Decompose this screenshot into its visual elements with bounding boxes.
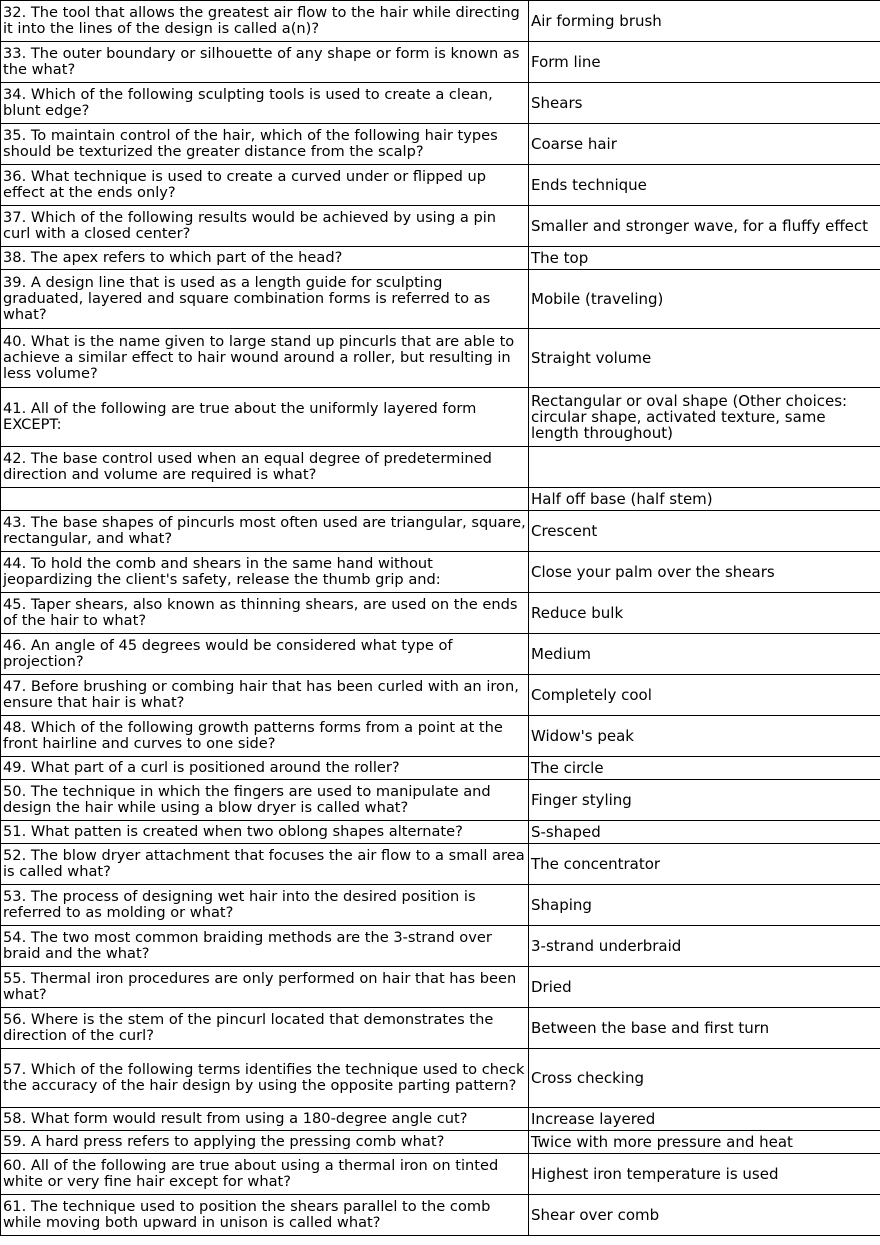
question-cell: 59. A hard press refers to applying the pressing comb what? (1, 1131, 529, 1154)
question-cell: 53. The process of designing wet hair into the desired position is referred to as molding or what? (1, 885, 529, 926)
answer-cell: Widow's peak (529, 716, 880, 757)
answer-cell: Dried (529, 967, 880, 1008)
question-cell: 39. A design line that is used as a length guide for sculpting graduated, layered and square combination forms is referred to as what? (1, 270, 529, 329)
question-cell: 35. To maintain control of the hair, which of the following hair types should be texturized the greater distance from the scalp? (1, 124, 529, 165)
question-cell: 44. To hold the comb and shears in the same hand without jeopardizing the client's safety, release the thumb grip and: (1, 552, 529, 593)
table-row (1, 821, 880, 844)
table-row (1, 124, 880, 165)
question-cell: 52. The blow dryer attachment that focuses the air flow to a small area is called what? (1, 844, 529, 885)
answer-cell: Ends technique (529, 165, 880, 206)
table-row (1, 247, 880, 270)
table-row (1, 885, 880, 926)
question-cell: 58. What form would result from using a 180-degree angle cut? (1, 1108, 529, 1131)
table-row (1, 511, 880, 552)
answer-cell: Shears (529, 83, 880, 124)
question-cell: 50. The technique in which the fingers are used to manipulate and design the hair while using a blow dryer is called what? (1, 780, 529, 821)
table-row (1, 388, 880, 447)
table-row (1, 1131, 880, 1154)
answer-cell: Crescent (529, 511, 880, 552)
answer-cell: Coarse hair (529, 124, 880, 165)
answer-cell: Form line (529, 42, 880, 83)
qa-table-body (1, 1, 880, 1236)
question-cell: 45. Taper shears, also known as thinning shears, are used on the ends of the hair to what? (1, 593, 529, 634)
question-cell: 56. Where is the stem of the pincurl located that demonstrates the direction of the curl? (1, 1008, 529, 1049)
question-cell: 42. The base control used when an equal degree of predetermined direction and volume are required is what? (1, 447, 529, 488)
question-cell: 33. The outer boundary or silhouette of any shape or form is known as the what? (1, 42, 529, 83)
answer-cell: Between the base and first turn (529, 1008, 880, 1049)
answer-cell: Rectangular or oval shape (Other choices: circular shape, activated texture, same length throughout) (529, 388, 880, 447)
question-cell: 47. Before brushing or combing hair that has been curled with an iron, ensure that hair is what? (1, 675, 529, 716)
answer-cell: Highest iron temperature is used (529, 1154, 880, 1195)
table-row (1, 1008, 880, 1049)
question-cell: 43. The base shapes of pincurls most often used are triangular, square, rectangular, and what? (1, 511, 529, 552)
answer-cell (529, 447, 880, 488)
answer-cell: Smaller and stronger wave, for a fluffy effect (529, 206, 880, 247)
table-row (1, 1154, 880, 1195)
answer-cell: Air forming brush (529, 1, 880, 42)
answer-cell: The top (529, 247, 880, 270)
question-cell: 55. Thermal iron procedures are only performed on hair that has been what? (1, 967, 529, 1008)
answer-cell: Shaping (529, 885, 880, 926)
table-row (1, 926, 880, 967)
answer-cell: Close your palm over the shears (529, 552, 880, 593)
question-cell: 32. The tool that allows the greatest air flow to the hair while directing it into the lines of the design is called a(n)? (1, 1, 529, 42)
table-row (1, 270, 880, 329)
answer-cell: Increase layered (529, 1108, 880, 1131)
answer-cell: 3-strand underbraid (529, 926, 880, 967)
question-cell: 48. Which of the following growth patterns forms from a point at the front hairline and curves to one side? (1, 716, 529, 757)
question-cell: 40. What is the name given to large stand up pincurls that are able to achieve a similar effect to hair wound around a roller, but resulting in less volume? (1, 329, 529, 388)
answer-cell: Half off base (half stem) (529, 488, 880, 511)
table-row (1, 1, 880, 42)
table-row (1, 552, 880, 593)
answer-cell: The circle (529, 757, 880, 780)
question-cell: 38. The apex refers to which part of the head? (1, 247, 529, 270)
question-cell: 49. What part of a curl is positioned around the roller? (1, 757, 529, 780)
table-row (1, 165, 880, 206)
table-row (1, 488, 880, 511)
table-row (1, 675, 880, 716)
question-cell: 60. All of the following are true about using a thermal iron on tinted white or very fine hair except for what? (1, 1154, 529, 1195)
question-cell: 46. An angle of 45 degrees would be considered what type of projection? (1, 634, 529, 675)
table-row (1, 1108, 880, 1131)
table-row (1, 634, 880, 675)
answer-cell: Completely cool (529, 675, 880, 716)
table-row (1, 967, 880, 1008)
table-row (1, 1195, 880, 1236)
table-row (1, 1049, 880, 1108)
answer-cell: Shear over comb (529, 1195, 880, 1236)
answer-cell: The concentrator (529, 844, 880, 885)
table-row (1, 329, 880, 388)
answer-cell: Twice with more pressure and heat (529, 1131, 880, 1154)
answer-cell: Cross checking (529, 1049, 880, 1108)
answer-cell: Finger styling (529, 780, 880, 821)
answer-cell: S-shaped (529, 821, 880, 844)
table-row (1, 593, 880, 634)
question-cell: 34. Which of the following sculpting tools is used to create a clean, blunt edge? (1, 83, 529, 124)
table-row (1, 83, 880, 124)
table-row (1, 757, 880, 780)
question-cell: 54. The two most common braiding methods are the 3-strand over braid and the what? (1, 926, 529, 967)
question-cell (1, 488, 529, 511)
table-row (1, 780, 880, 821)
question-cell: 37. Which of the following results would be achieved by using a pin curl with a closed center? (1, 206, 529, 247)
question-cell: 51. What patten is created when two oblong shapes alternate? (1, 821, 529, 844)
answer-cell: Reduce bulk (529, 593, 880, 634)
answer-cell: Mobile (traveling) (529, 270, 880, 329)
table-row (1, 447, 880, 488)
question-cell: 41. All of the following are true about the uniformly layered form EXCEPT: (1, 388, 529, 447)
answer-cell: Straight volume (529, 329, 880, 388)
table-row (1, 206, 880, 247)
table-row (1, 42, 880, 83)
table-row (1, 716, 880, 757)
question-cell: 36. What technique is used to create a curved under or flipped up effect at the ends only? (1, 165, 529, 206)
table-row (1, 844, 880, 885)
question-cell: 57. Which of the following terms identifies the technique used to check the accuracy of the hair design by using the opposite parting pattern? (1, 1049, 529, 1108)
question-cell: 61. The technique used to position the shears parallel to the comb while moving both upward in unison is called what? (1, 1195, 529, 1236)
answer-cell: Medium (529, 634, 880, 675)
